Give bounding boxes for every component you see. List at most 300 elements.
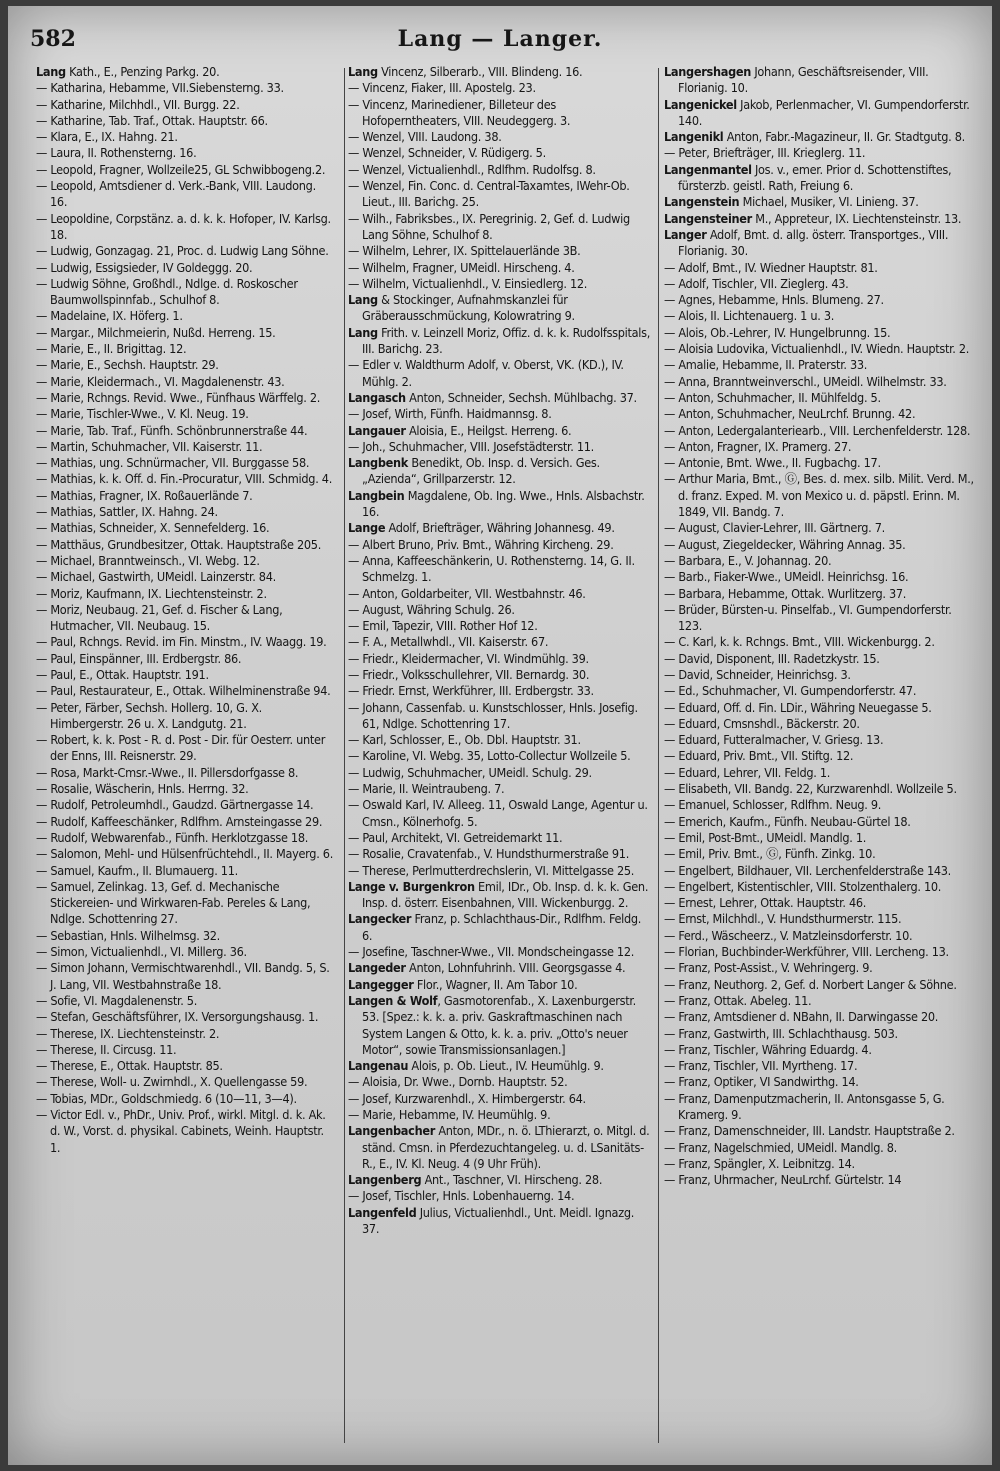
directory-entry bbox=[348, 634, 652, 650]
directory-entry bbox=[664, 292, 976, 308]
directory-entry bbox=[664, 162, 976, 195]
entry-text: — Franz, Tischler, VII. Myrtheng. 17. bbox=[664, 1058, 858, 1074]
directory-entry bbox=[36, 341, 336, 357]
entry-text: — Franz, Nagelschmied, UMeidl. Mandlg. 8. bbox=[664, 1139, 897, 1155]
directory-entry bbox=[348, 390, 652, 406]
directory-entry bbox=[664, 895, 976, 911]
directory-entry bbox=[664, 276, 976, 292]
directory-entry bbox=[348, 797, 652, 830]
entry-text: — Marie, II. Weintraubeng. 7. bbox=[348, 781, 505, 797]
entry-text: — Barbara, E., V. Johannag. 20. bbox=[664, 552, 832, 568]
directory-entry bbox=[36, 602, 336, 635]
directory-entry bbox=[348, 977, 652, 993]
directory-entry bbox=[664, 553, 976, 569]
directory-entry bbox=[664, 765, 976, 781]
entry-text: — Ludwig, Schuhmacher, UMeidl. Schulg. 29. bbox=[348, 764, 592, 780]
directory-entry bbox=[36, 846, 336, 862]
entry-text: — Elisabeth, VII. Bandg. 22, Kurzwarenhdl. Wollzeile 5. bbox=[664, 781, 957, 797]
entry-text: — Ed., Schuhmacher, VI. Gumpendorferstr. 47. bbox=[664, 683, 917, 699]
directory-entry bbox=[664, 830, 976, 846]
entry-surname: Lange bbox=[348, 520, 386, 536]
entry-text: — Josef, Kurzwarenhdl., X. Himbergerstr. 64. bbox=[348, 1090, 586, 1106]
entry-text: — Emil, Tapezir, VIII. Rother Hof 12. bbox=[348, 618, 538, 634]
directory-entry bbox=[36, 520, 336, 536]
directory-entry bbox=[36, 765, 336, 781]
entry-text: — Leopold, Fragner, Wollzeile25, GL Schwibbogeng.2. bbox=[36, 161, 326, 177]
directory-entry bbox=[664, 520, 976, 536]
directory-entry bbox=[348, 129, 652, 145]
entry-text: Emil, IDr., Ob. Insp. d. k. k. Gen. Insp. d. österr. Eisenbahnen, VIII. Wickenburgg. 2. bbox=[362, 878, 649, 911]
directory-entry bbox=[664, 586, 976, 602]
entry-text: — Ludwig Söhne, Großhdl., Ndlge. d. Roskoscher Baumwollspinnfab., Schulhof 8. bbox=[36, 275, 298, 308]
entry-text: — Michael, Branntweinsch., VI. Webg. 12. bbox=[36, 552, 260, 568]
entry-text: — Friedr., Kleidermacher, VI. Windmühlg. 39. bbox=[348, 650, 589, 666]
directory-entry bbox=[664, 406, 976, 422]
directory-entry bbox=[348, 488, 652, 521]
directory-entry bbox=[664, 944, 976, 960]
directory-entry bbox=[664, 1172, 976, 1188]
directory-entry bbox=[664, 748, 976, 764]
entry-text: — Florian, Buchbinder-Werkführer, VIII. Lercheng. 13. bbox=[664, 944, 949, 960]
directory-entry bbox=[664, 797, 976, 813]
entry-text: — Arthur Maria, Bmt., Ⓖ, Bes. d. mex. silb. Milit. Verd. M., d. franz. Exped. M. von Mexico u. d. päpstl. Erinn. M. 1849, VII. Bandg. 7. bbox=[664, 471, 974, 520]
entry-text: — Mathias, Fragner, IX. Roßauerlände 7. bbox=[36, 487, 253, 503]
directory-entry bbox=[664, 928, 976, 944]
directory-entry bbox=[664, 308, 976, 324]
directory-entry bbox=[664, 145, 976, 161]
directory-entry bbox=[36, 80, 336, 96]
entry-text: — Josef, Tischler, Hnls. Lobenhauerng. 14. bbox=[348, 1188, 575, 1204]
entry-text: — Marie, E., II. Brigittag. 12. bbox=[36, 341, 187, 357]
directory-entry bbox=[348, 1188, 652, 1204]
directory-entry bbox=[36, 732, 336, 765]
entry-text: — Agnes, Hebamme, Hnls. Blumeng. 27. bbox=[664, 292, 884, 308]
directory-entry bbox=[664, 194, 976, 210]
directory-entry bbox=[36, 797, 336, 813]
directory-entry bbox=[348, 732, 652, 748]
directory-entry bbox=[348, 243, 652, 259]
entry-text: — Rudolf, Webwarenfab., Fünfh. Herklotzgasse 18. bbox=[36, 829, 309, 845]
entry-surname: Langenbacher bbox=[348, 1123, 436, 1139]
directory-entry bbox=[36, 308, 336, 324]
entry-text: — Marie, E., Sechsh. Hauptstr. 29. bbox=[36, 357, 219, 373]
directory-entry bbox=[36, 406, 336, 422]
entry-text: — Marie, Rchngs. Revid. Wwe., Fünfhaus Wärffelg. 2. bbox=[36, 389, 321, 405]
directory-entry bbox=[348, 1123, 652, 1172]
entry-surname: Langen & Wolf bbox=[348, 992, 438, 1008]
directory-entry bbox=[36, 863, 336, 879]
entry-text: — Michael, Gastwirth, UMeidl. Lainzerstr. 84. bbox=[36, 569, 276, 585]
entry-text: — Eduard, Cmsnshdl., Bäckerstr. 20. bbox=[664, 715, 860, 731]
entry-surname: Lange v. Burgenkron bbox=[348, 878, 475, 894]
entry-text: — Emil, Post-Bmt., UMeidl. Mandlg. 1. bbox=[664, 829, 867, 845]
entry-text: — Mathias, ung. Schnürmacher, VII. Burggasse 58. bbox=[36, 455, 310, 471]
directory-page bbox=[8, 6, 992, 1465]
directory-entry bbox=[36, 325, 336, 341]
directory-entry bbox=[348, 537, 652, 553]
entry-text: Flor., Wagner, II. Am Tabor 10. bbox=[413, 976, 578, 992]
directory-entry bbox=[348, 781, 652, 797]
entry-text: — C. Karl, k. k. Rchngs. Bmt., VIII. Wickenburgg. 2. bbox=[664, 634, 935, 650]
entry-text: — Vincenz, Marinediener, Billeteur des Hofoperntheaters, VIII. Neudeggerg. 3. bbox=[348, 96, 571, 128]
directory-entry bbox=[348, 602, 652, 618]
entry-text: , Gasmotorenfab., X. Laxenburgerstr. 53. [Spez.: k. k. a. priv. Gaskraftmaschinen nach System Langen & Otto, k. k. a. priv. „Otto's neuer Motor“, sowie Transmissionsanlagen.] bbox=[362, 992, 636, 1057]
directory-entry bbox=[348, 748, 652, 764]
entry-text: — Johann, Cassenfab. u. Kunstschlosser, Hnls. Josefig. 61, Ndlge. Schottenring 17. bbox=[348, 699, 638, 731]
directory-entry bbox=[664, 863, 976, 879]
entry-text: — Simon Johann, Vermischtwarenhdl., VII. Bandg. 5, S. J. Lang, VII. Westbahnstraße 18. bbox=[36, 960, 330, 992]
directory-entry bbox=[664, 683, 976, 699]
directory-entry bbox=[664, 471, 976, 520]
entry-text: — Rudolf, Kaffeeschänker, Rdlfhm. Arnsteingasse 29. bbox=[36, 813, 323, 829]
directory-entry bbox=[348, 260, 652, 276]
entry-text: — Franz, Ottak. Abeleg. 11. bbox=[664, 992, 812, 1008]
entry-text: — Ernest, Lehrer, Ottak. Hauptstr. 46. bbox=[664, 895, 867, 911]
directory-entry bbox=[348, 406, 652, 422]
entry-text: — Franz, Amtsdiener d. NBahn, II. Darwingasse 20. bbox=[664, 1009, 939, 1025]
entry-text: — Sofie, VI. Magdalenenstr. 5. bbox=[36, 992, 197, 1008]
directory-entry bbox=[348, 553, 652, 586]
directory-entry bbox=[664, 716, 976, 732]
directory-entry bbox=[36, 129, 336, 145]
directory-entry bbox=[348, 1058, 652, 1074]
entry-text: — Karoline, VI. Webg. 35, Lotto-Collectur Wollzeile 5. bbox=[348, 748, 631, 764]
entry-text: — Brüder, Bürsten-u. Pinselfab., VI. Gumpendorferstr. 123. bbox=[664, 601, 952, 634]
directory-entry bbox=[36, 928, 336, 944]
directory-entry bbox=[36, 1058, 336, 1074]
entry-text: — Peter, Färber, Sechsh. Hollerg. 10, G. X. Himbergerstr. 26 u. X. Landgutg. 21. bbox=[36, 699, 262, 731]
directory-entry bbox=[348, 846, 652, 862]
directory-entry bbox=[348, 1107, 652, 1123]
entry-text: — Anton, Ledergalanteriearb., VIII. Lerchenfelderstr. 128. bbox=[664, 422, 971, 438]
entry-text: — Anna, Kaffeeschänkerin, U. Rothensterng. 14, G. II. Schmelzg. 1. bbox=[348, 552, 635, 585]
entry-text: — Leopold, Amtsdiener d. Verk.-Bank, VIII. Laudong. 16. bbox=[36, 178, 316, 210]
directory-entry bbox=[348, 80, 652, 96]
directory-entry bbox=[36, 1107, 336, 1156]
directory-entry bbox=[36, 243, 336, 259]
directory-entry bbox=[36, 993, 336, 1009]
directory-entry bbox=[348, 1172, 652, 1188]
entry-text: — Engelbert, Kistentischler, VIII. Stolzenthalerg. 10. bbox=[664, 878, 942, 894]
entry-text: — Rosalie, Cravatenfab., V. Hundsthurmerstraße 91. bbox=[348, 846, 630, 862]
entry-text: — Paul, E., Ottak. Hauptstr. 191. bbox=[36, 666, 209, 682]
entry-surname: Langecker bbox=[348, 911, 412, 927]
entry-text: Anton, Schneider, Sechsh. Mühlbachg. 37. bbox=[405, 389, 637, 405]
entry-text: — Wilhelm, Lehrer, IX. Spittelauerlände 3B. bbox=[348, 243, 581, 259]
directory-entry bbox=[36, 374, 336, 390]
entry-text: — Paul, Rchngs. Revid. im Fin. Minstm., IV. Waagg. 19. bbox=[36, 634, 327, 650]
column-1 bbox=[36, 64, 336, 1444]
entry-text: — Marie, Tischler-Wwe., V. Kl. Neug. 19. bbox=[36, 406, 249, 422]
directory-entry bbox=[36, 667, 336, 683]
entry-text: — Samuel, Kaufm., II. Blumauerg. 11. bbox=[36, 862, 238, 878]
directory-entry bbox=[664, 129, 976, 145]
entry-surname: Langenmantel bbox=[664, 161, 752, 177]
directory-entry bbox=[36, 211, 336, 244]
directory-entry bbox=[348, 1205, 652, 1238]
directory-entry bbox=[348, 455, 652, 488]
directory-entry bbox=[664, 977, 976, 993]
entry-text: — David, Schneider, Heinrichsg. 3. bbox=[664, 666, 851, 682]
directory-entry bbox=[36, 651, 336, 667]
directory-entry bbox=[664, 537, 976, 553]
entry-text: — Emerich, Kaufm., Fünfh. Neubau-Gürtel 18. bbox=[664, 813, 911, 829]
entry-text: — Eduard, Futteralmacher, V. Griesg. 13. bbox=[664, 732, 884, 748]
entry-text: Adolf, Bmt. d. allg. österr. Transportges., VIII. Florianig. 30. bbox=[678, 226, 949, 259]
directory-entry bbox=[664, 390, 976, 406]
entry-text: — Sebastian, Hnls. Wilhelmsg. 32. bbox=[36, 927, 220, 943]
entry-text: — Eduard, Priv. Bmt., VII. Stiftg. 12. bbox=[664, 748, 854, 764]
entry-text: — Therese, IX. Liechtensteinstr. 2. bbox=[36, 1025, 220, 1041]
directory-entry bbox=[36, 781, 336, 797]
entry-surname: Langauer bbox=[348, 422, 406, 438]
entry-text: — Josefine, Taschner-Wwe., VII. Mondscheingasse 12. bbox=[348, 944, 635, 960]
entry-surname: Langershagen bbox=[664, 64, 752, 79]
entry-text: — Anton, Goldarbeiter, VII. Westbahnstr. 46. bbox=[348, 585, 586, 601]
entry-text: — Simon, Victualienhdl., VI. Millerg. 36. bbox=[36, 944, 247, 960]
directory-entry bbox=[664, 846, 976, 862]
directory-entry bbox=[36, 113, 336, 129]
directory-entry bbox=[664, 602, 976, 635]
directory-entry bbox=[664, 97, 976, 130]
entry-text: Benedikt, Ob. Insp. d. Versich. Ges. „Azienda“, Grillparzerstr. 12. bbox=[362, 455, 600, 487]
entry-text: — Aloisia Ludovika, Victualienhdl., IV. Wiedn. Hauptstr. 2. bbox=[664, 341, 970, 357]
entry-text: — Barb., Fiaker-Wwe., UMeidl. Heinrichsg. 16. bbox=[664, 569, 909, 585]
entry-text: — Engelbert, Bildhauer, VII. Lerchenfelderstraße 143. bbox=[664, 862, 951, 878]
directory-entry bbox=[664, 64, 976, 97]
directory-entry bbox=[36, 178, 336, 211]
entry-surname: Lang bbox=[348, 64, 378, 79]
entry-text: — Franz, Damenputzmacherin, II. Antonsgasse 5, G. Kramerg. 9. bbox=[664, 1090, 945, 1122]
entry-text: — Wilhelm, Fragner, UMeidl. Hirscheng. 4. bbox=[348, 259, 575, 275]
directory-entry bbox=[36, 439, 336, 455]
directory-entry bbox=[36, 260, 336, 276]
directory-entry bbox=[348, 586, 652, 602]
entry-text: — Ferd., Wäscheerz., V. Matzleinsdorferstr. 10. bbox=[664, 927, 913, 943]
directory-entry bbox=[36, 423, 336, 439]
entry-text: — Mathias, Schneider, X. Sennefelderg. 16. bbox=[36, 520, 270, 536]
directory-entry bbox=[664, 634, 976, 650]
directory-entry bbox=[664, 423, 976, 439]
entry-text: Julius, Victualienhdl., Unt. Meidl. Ignazg. 37. bbox=[362, 1204, 635, 1237]
entry-text: — Leopoldine, Corpstänz. a. d. k. k. Hofoper, IV. Karlsg. 18. bbox=[36, 210, 331, 242]
entry-text: — Adolf, Tischler, VII. Zieglerg. 43. bbox=[664, 275, 849, 291]
entry-text: — Moriz, Neubaug. 21, Gef. d. Fischer & Lang, Hutmacher, VII. Neubaug. 15. bbox=[36, 601, 283, 634]
entry-text: — Friedr. Ernst, Werkführer, III. Erdbergstr. 33. bbox=[348, 683, 594, 699]
entry-text: — Martin, Schuhmacher, VII. Kaiserstr. 11. bbox=[36, 438, 263, 454]
directory-entry bbox=[664, 700, 976, 716]
entry-text: — Paul, Einspänner, III. Erdbergstr. 86. bbox=[36, 650, 242, 666]
directory-entry bbox=[348, 683, 652, 699]
entry-text: — Amalie, Hebamme, II. Praterstr. 33. bbox=[664, 357, 868, 373]
entry-text: — David, Disponent, III. Radetzkystr. 15. bbox=[664, 650, 880, 666]
directory-entry bbox=[348, 700, 652, 733]
directory-entry bbox=[36, 879, 336, 928]
entry-text: — Anton, Schuhmacher, II. Mühlfeldg. 5. bbox=[664, 389, 881, 405]
entry-text: — Adolf, Bmt., IV. Wiedner Hauptstr. 81. bbox=[664, 259, 878, 275]
entry-surname: Langenau bbox=[348, 1058, 409, 1074]
directory-entry bbox=[348, 651, 652, 667]
entry-text: — Ludwig, Gonzagag. 21, Proc. d. Ludwig Lang Söhne. bbox=[36, 243, 329, 259]
entry-text: — Franz, Gastwirth, III. Schlachthausg. 503. bbox=[664, 1025, 898, 1041]
directory-entry bbox=[348, 423, 652, 439]
entry-text: — Tobias, MDr., Goldschmiedg. 6 (10—11, 3—4). bbox=[36, 1090, 297, 1106]
directory-entry bbox=[664, 1123, 976, 1139]
entry-text: — Paul, Restaurateur, E., Ottak. Wilhelminenstraße 94. bbox=[36, 683, 331, 699]
entry-surname: Langenstein bbox=[664, 194, 740, 210]
directory-entry bbox=[348, 520, 652, 536]
entry-text: — Oswald Karl, IV. Alleeg. 11, Oswald Lange, Agentur u. Cmsn., Kölnerhofg. 5. bbox=[348, 797, 648, 829]
entry-surname: Langensteiner bbox=[664, 210, 752, 226]
entry-text: — F. A., Metallwhdl., VII. Kaiserstr. 67. bbox=[348, 634, 549, 650]
entry-text: — Wilhelm, Victualienhdl., V. Einsiedlerg. 12. bbox=[348, 275, 588, 291]
entry-text: — Alois, II. Lichtenauerg. 1 u. 3. bbox=[664, 308, 835, 324]
directory-entry bbox=[36, 586, 336, 602]
directory-entry bbox=[664, 1009, 976, 1025]
entry-text: — Franz, Neuthorg. 2, Gef. d. Norbert Langer & Söhne. bbox=[664, 976, 957, 992]
entry-text: — Aloisia, Dr. Wwe., Dornb. Hauptstr. 52. bbox=[348, 1074, 568, 1090]
directory-entry bbox=[348, 1074, 652, 1090]
entry-text: — August, Währing Schulg. 26. bbox=[348, 601, 515, 617]
directory-entry bbox=[36, 1042, 336, 1058]
entry-surname: Lang bbox=[348, 292, 378, 308]
directory-entry bbox=[664, 1026, 976, 1042]
directory-entry bbox=[348, 879, 652, 912]
entry-text: — Laura, II. Rothensterng. 16. bbox=[36, 145, 197, 161]
entry-text: — Wilh., Fabriksbes., IX. Peregrinig. 2, Gef. d. Ludwig Lang Söhne, Schulhof 8. bbox=[348, 210, 630, 242]
entry-text: Anton, Lohnfuhrinh. VIII. Georgsgasse 4. bbox=[405, 960, 626, 976]
directory-entry bbox=[348, 178, 652, 211]
directory-entry bbox=[348, 863, 652, 879]
entry-surname: Langenfeld bbox=[348, 1204, 417, 1220]
entry-text: — Margar., Milchmeierin, Nußd. Herreng. 15. bbox=[36, 324, 276, 340]
entry-text: — Peter, Briefträger, III. Krieglerg. 11. bbox=[664, 145, 866, 161]
directory-entry bbox=[348, 944, 652, 960]
entry-text: — Wenzel, Victualienhdl., Rdlfhm. Rudolfsg. 8. bbox=[348, 161, 596, 177]
directory-entry bbox=[664, 911, 976, 927]
directory-entry bbox=[36, 814, 336, 830]
entry-text: — Matthäus, Grundbesitzer, Ottak. Hauptstraße 205. bbox=[36, 536, 322, 552]
directory-entry bbox=[664, 260, 976, 276]
column-3 bbox=[664, 64, 976, 1444]
directory-entry bbox=[664, 374, 976, 390]
entry-text: — Franz, Post-Assist., V. Wehringerg. 9. bbox=[664, 960, 873, 976]
directory-entry bbox=[36, 569, 336, 585]
entry-surname: Langenickel bbox=[664, 96, 737, 112]
directory-entry bbox=[664, 357, 976, 373]
entry-text: — Marie, Hebamme, IV. Heumühlg. 9. bbox=[348, 1107, 551, 1122]
entry-text: — Anton, Schuhmacher, NeuLrchf. Brunng. 42. bbox=[664, 406, 916, 422]
entry-text: & Stockinger, Aufnahmskanzlei für Gräberausschmückung, Kolowratring 9. bbox=[362, 292, 575, 324]
directory-entry bbox=[664, 1156, 976, 1172]
directory-entry bbox=[348, 211, 652, 244]
entry-text: Johann, Geschäftsreisender, VIII. Florianig. 10. bbox=[678, 64, 929, 96]
directory-entry bbox=[664, 1091, 976, 1124]
entry-surname: Langbein bbox=[348, 487, 405, 503]
directory-entry bbox=[348, 667, 652, 683]
directory-entry bbox=[36, 276, 336, 309]
directory-entry bbox=[36, 960, 336, 993]
entry-text: — Eduard, Off. d. Fin. LDir., Währing Neuegasse 5. bbox=[664, 699, 932, 715]
page-number: 582 bbox=[30, 26, 76, 52]
directory-entry bbox=[664, 455, 976, 471]
entry-text: — Mathias, Sattler, IX. Hahng. 24. bbox=[36, 504, 218, 520]
entry-text: — Wenzel, VIII. Laudong. 38. bbox=[348, 129, 502, 145]
directory-entry bbox=[36, 488, 336, 504]
entry-text: — Rosa, Markt-Cmsr.-Wwe., II. Pillersdorfgasse 8. bbox=[36, 764, 299, 780]
entry-text: — Emanuel, Schlosser, Rdlfhm. Neug. 9. bbox=[664, 797, 882, 813]
directory-entry bbox=[348, 97, 652, 130]
directory-entry bbox=[348, 325, 652, 358]
entry-text: — Marie, Kleidermach., VI. Magdalenenstr. 43. bbox=[36, 373, 285, 389]
entry-text: — Franz, Optiker, VI Sandwirthg. 14. bbox=[664, 1074, 859, 1090]
entry-text: — Rosalie, Wäscherin, Hnls. Herrng. 32. bbox=[36, 781, 249, 797]
entry-text: — Franz, Damenschneider, III. Landstr. Hauptstraße 2. bbox=[664, 1123, 955, 1139]
entry-surname: Langenikl bbox=[664, 129, 724, 145]
directory-entry bbox=[348, 830, 652, 846]
entry-text: — Moriz, Kaufmann, IX. Liechtensteinstr. 2. bbox=[36, 585, 267, 601]
entry-text: — Antonie, Bmt. Wwe., II. Fugbachg. 17. bbox=[664, 455, 881, 471]
directory-entry bbox=[348, 276, 652, 292]
directory-entry bbox=[664, 960, 976, 976]
directory-entry bbox=[36, 683, 336, 699]
entry-text: — Therese, II. Circusg. 11. bbox=[36, 1041, 177, 1057]
directory-entry bbox=[36, 553, 336, 569]
entry-surname: Langegger bbox=[348, 976, 414, 992]
directory-entry bbox=[664, 1074, 976, 1090]
entry-text: — Albert Bruno, Priv. Bmt., Währing Kircheng. 29. bbox=[348, 536, 614, 552]
entry-text: Jos. v., emer. Prior d. Schottenstiftes, fürsterzb. geistl. Rath, Freiung 6. bbox=[678, 161, 952, 194]
directory-entry bbox=[348, 357, 652, 390]
entry-text: Ant., Taschner, VI. Hirscheng. 28. bbox=[421, 1172, 603, 1188]
entry-text: — Madelaine, IX. Höferg. 1. bbox=[36, 308, 183, 324]
directory-entry bbox=[36, 830, 336, 846]
entry-text: — Paul, Architekt, VI. Getreidemarkt 11. bbox=[348, 829, 563, 845]
directory-entry bbox=[664, 651, 976, 667]
entry-text: — Eduard, Lehrer, VII. Feldg. 1. bbox=[664, 764, 831, 780]
directory-entry bbox=[348, 162, 652, 178]
entry-text: M., Appreteur, IX. Liechtensteinstr. 13. bbox=[751, 210, 962, 226]
entry-text: — Karl, Schlosser, E., Ob. Dbl. Hauptstr. 31. bbox=[348, 732, 581, 748]
entry-surname: Langeder bbox=[348, 960, 406, 976]
directory-entry bbox=[36, 64, 336, 80]
entry-text: — Therese, E., Ottak. Hauptstr. 85. bbox=[36, 1058, 223, 1074]
directory-entry bbox=[348, 911, 652, 944]
directory-entry bbox=[36, 504, 336, 520]
directory-entry bbox=[36, 634, 336, 650]
directory-entry bbox=[36, 944, 336, 960]
directory-entry bbox=[36, 357, 336, 373]
entry-text: Michael, Musiker, VI. Linieng. 37. bbox=[739, 194, 919, 210]
entry-surname: Langbenk bbox=[348, 455, 409, 471]
entry-text: Frith. v. Leinzell Moriz, Offiz. d. k. k. Rudolfsspitals, III. Barichg. 23. bbox=[362, 324, 651, 357]
entry-text: — Friedr., Volksschullehrer, VII. Bernardg. 30. bbox=[348, 666, 590, 682]
entry-text: — Katharina, Hebamme, VII.Siebensterng. 33. bbox=[36, 80, 284, 96]
directory-entry bbox=[664, 341, 976, 357]
entry-text: — Ludwig, Essigsieder, IV Goldeggg. 20. bbox=[36, 259, 253, 275]
directory-entry bbox=[36, 145, 336, 161]
entry-text: — Robert, k. k. Post - R. d. Post - Dir. für Oesterr. unter der Enns, III. Reisnerstr. 29. bbox=[36, 732, 326, 764]
directory-entry bbox=[348, 1091, 652, 1107]
directory-entry bbox=[664, 781, 976, 797]
entry-text: Kath., E., Penzing Parkg. 20. bbox=[65, 64, 220, 79]
entry-text: — Barbara, Hebamme, Ottak. Wurlitzerg. 37. bbox=[664, 585, 907, 601]
entry-text: — Anna, Branntweinverschl., UMeidl. Wilhelmstr. 33. bbox=[664, 373, 947, 389]
directory-entry bbox=[664, 211, 976, 227]
directory-entry bbox=[664, 814, 976, 830]
entry-text: Jakob, Perlenmacher, VI. Gumpendorferstr. 140. bbox=[678, 96, 970, 128]
entry-text: — Edler v. Waldthurm Adolf, v. Oberst, VK. (KD.), IV. Mühlg. 2. bbox=[348, 357, 624, 389]
